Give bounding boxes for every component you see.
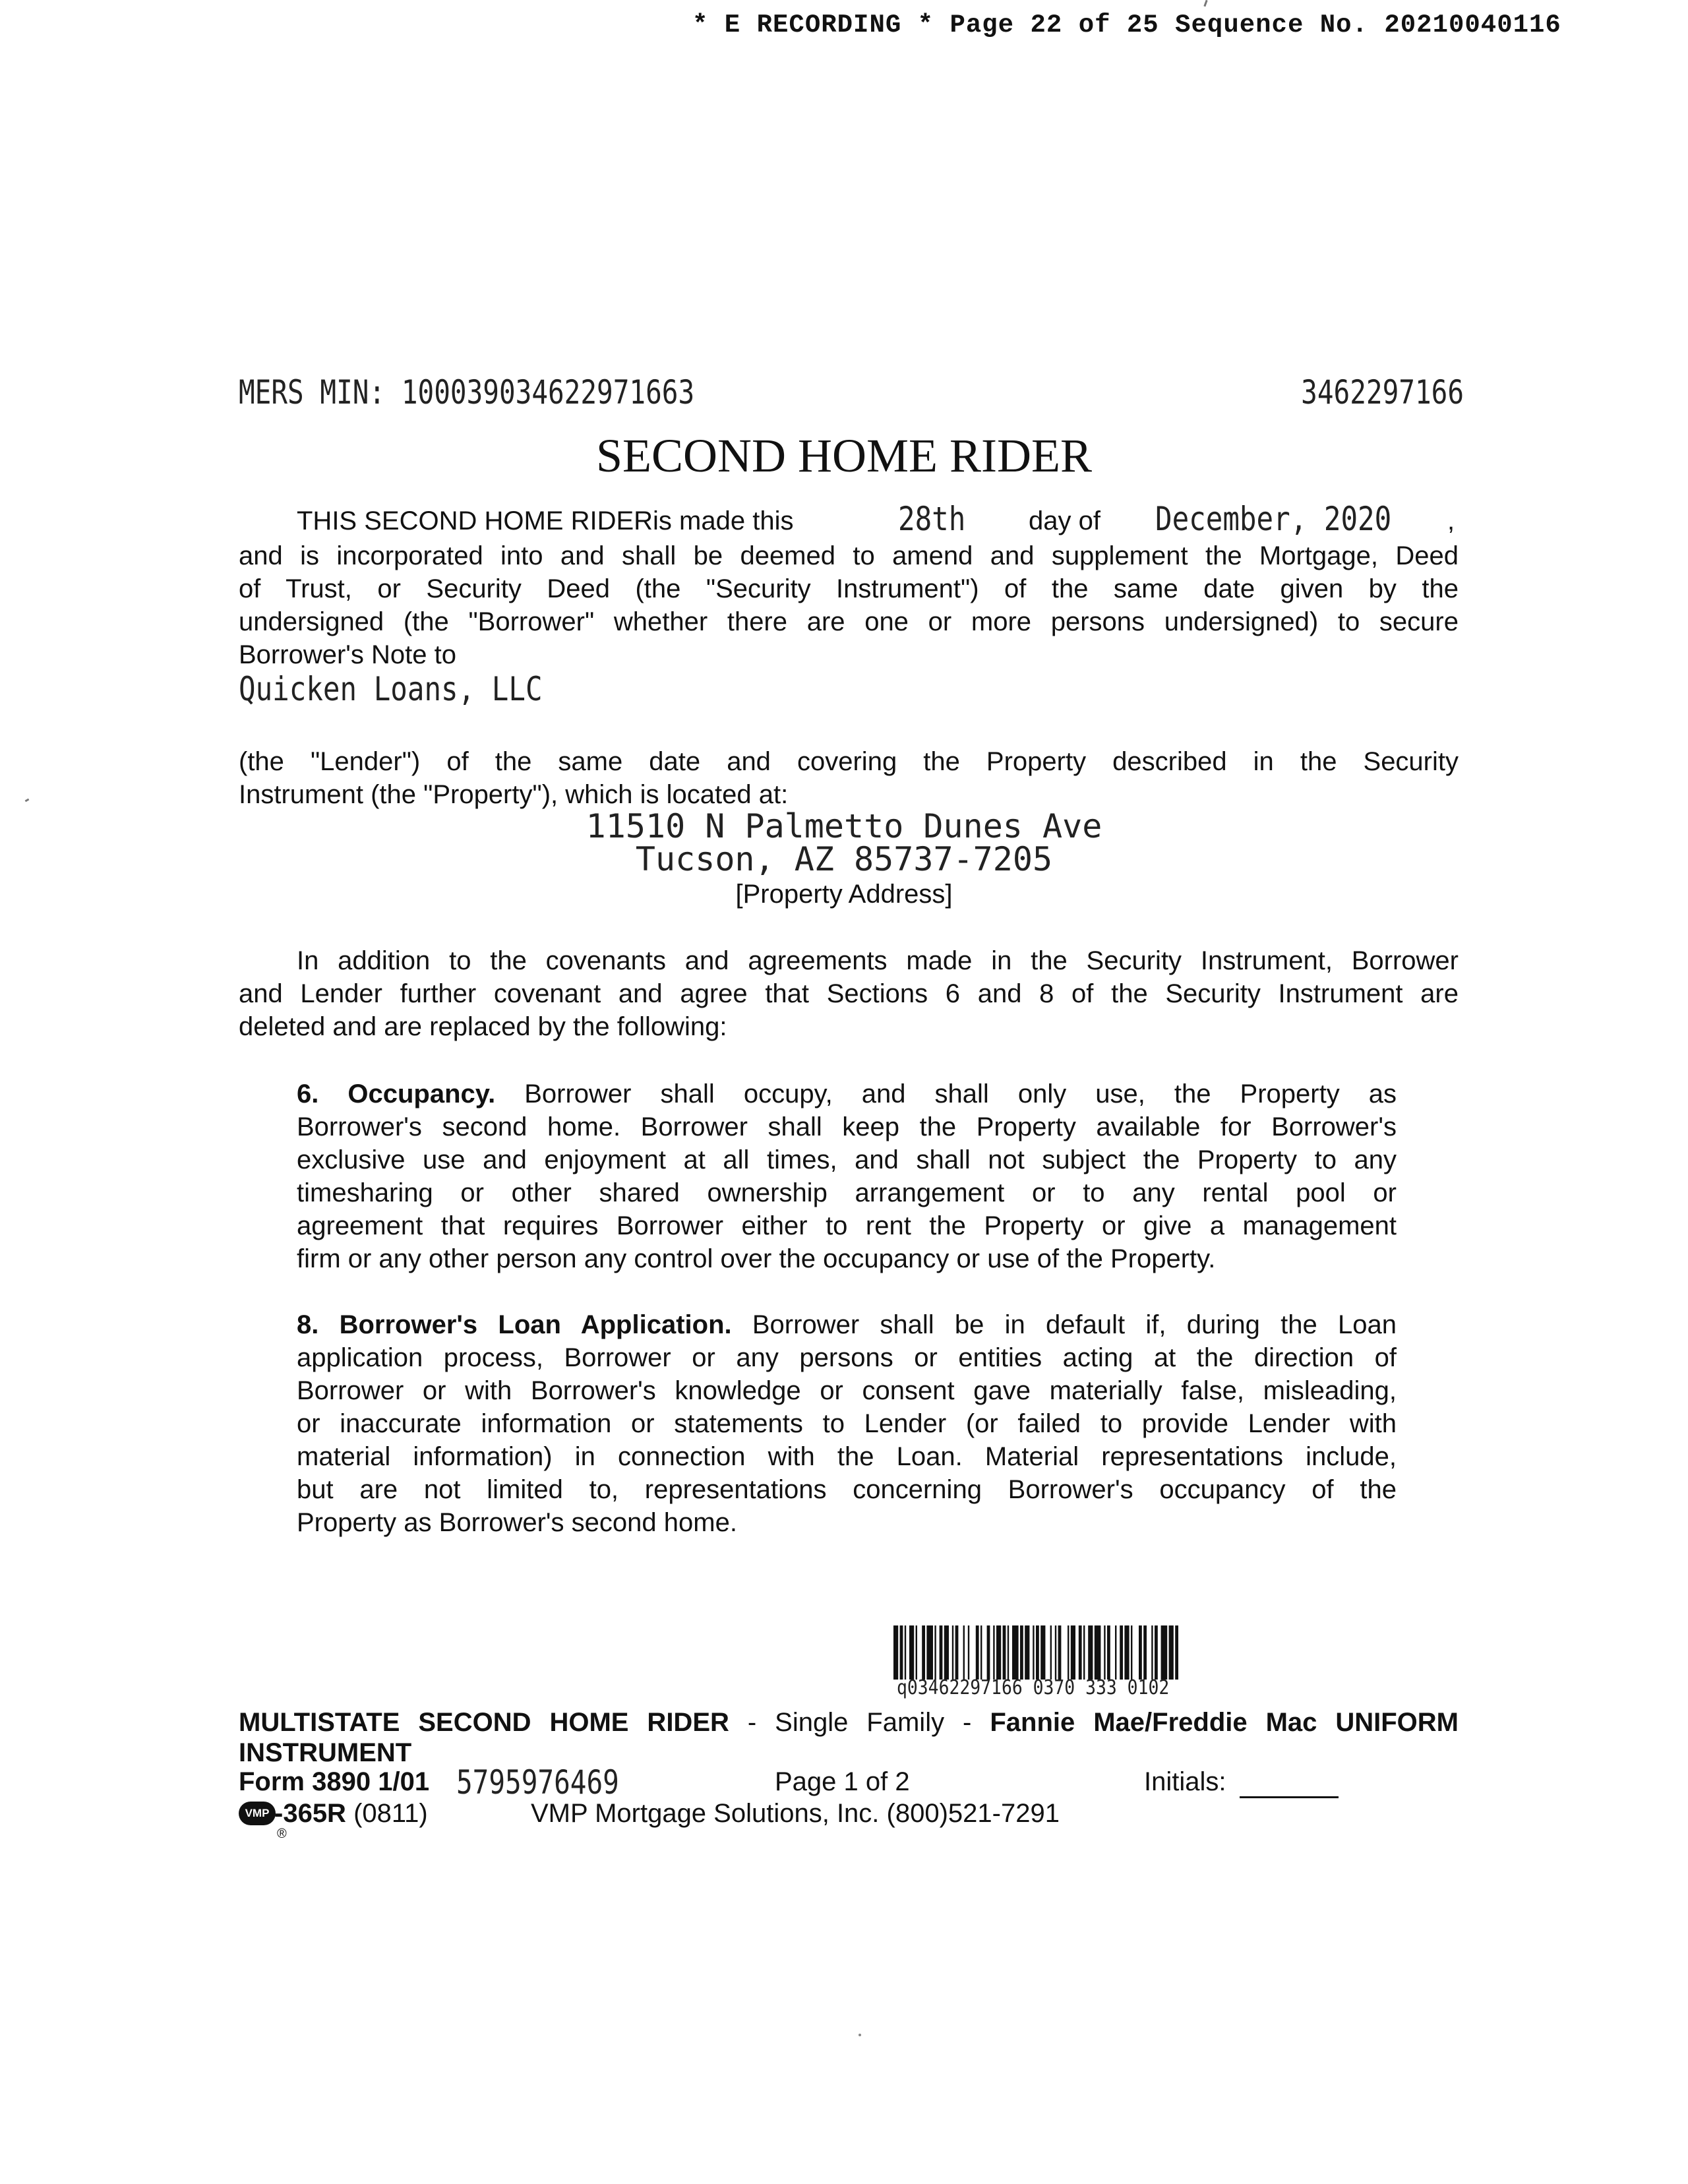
- barcode-bar: [1058, 1625, 1062, 1680]
- barcode-bar: [1008, 1625, 1009, 1680]
- barcode-bar: [955, 1625, 959, 1680]
- barcode-bar: [1025, 1625, 1029, 1680]
- section-8-loan-application: [297, 1308, 1397, 1539]
- barcode-bar: [1012, 1625, 1019, 1680]
- section-8-line: Borrower or with Borrower's knowledge or consent gave materially false, misleading,: [297, 1376, 1397, 1405]
- lender-line: Instrument (the "Property"), which is located at:: [239, 780, 789, 809]
- footer-form-title-cont: INSTRUMENT: [239, 1738, 412, 1767]
- barcode-bar: [926, 1625, 933, 1680]
- barcode-bar: [968, 1625, 969, 1680]
- barcode-bar: [1079, 1625, 1082, 1680]
- property-address-label: [Property Address]: [735, 880, 953, 909]
- lender-paragraph: [239, 745, 1459, 811]
- barcode-bar: [1033, 1625, 1034, 1680]
- barcode-bar: [1095, 1625, 1101, 1680]
- barcode-bar: [1083, 1625, 1085, 1680]
- section-8-first-text: Borrower shall be in default if, during the Loan: [731, 1310, 1397, 1339]
- property-address-line1: 11510 N Palmetto Dunes Ave: [586, 807, 1102, 845]
- barcode-bar: [900, 1625, 903, 1680]
- vmp-code-date: (0811): [346, 1799, 428, 1828]
- barcode-bar: [1151, 1625, 1153, 1680]
- barcode-bar: [1088, 1625, 1093, 1680]
- barcode-bar: [1050, 1625, 1052, 1680]
- rider-date: December, 2020: [1155, 500, 1392, 538]
- barcode-bar: [1071, 1625, 1075, 1680]
- barcode-bar: [922, 1625, 925, 1680]
- registered-mark: ®: [277, 1827, 287, 1841]
- barcode-bar: [1143, 1625, 1147, 1680]
- vmp-logo-icon: VMP: [239, 1802, 276, 1825]
- scan-speck: [859, 2034, 861, 2036]
- vmp-company: VMP Mortgage Solutions, Inc. (800)521-7291: [531, 1799, 1060, 1828]
- section-8-line: application process, Borrower or any persons or entities acting at the direction of: [297, 1343, 1397, 1372]
- barcode-bar: [940, 1625, 943, 1680]
- barcode-bar: [1139, 1625, 1142, 1680]
- barcode-image: [893, 1625, 1372, 1680]
- section-6-line: agreement that requires Borrower either to rent the Property or give a management: [297, 1211, 1397, 1240]
- covenant-first-line: [297, 944, 1459, 977]
- barcode-bar: [980, 1625, 982, 1680]
- intro-day-of: day of: [1029, 506, 1100, 535]
- section-8-first-line: [297, 1308, 1397, 1341]
- form-number: Form 3890 1/01: [239, 1767, 430, 1796]
- barcode-bar: [1107, 1625, 1110, 1680]
- intro-paragraph: [239, 539, 1459, 671]
- vmp-form-code: [274, 1799, 428, 1829]
- initials-signature-line: [1240, 1796, 1339, 1798]
- vmp-code-number: -365R: [274, 1799, 346, 1828]
- section-6-line: Borrower's second home. Borrower shall keep the Property available for Borrower's: [297, 1112, 1397, 1141]
- lender-line: (the "Lender") of the same date and covering the Property described in the Security: [239, 747, 1459, 776]
- mers-min: MERS MIN: 100039034622971663: [239, 373, 695, 411]
- scan-speck: [1203, 0, 1207, 7]
- barcode-bar: [1104, 1625, 1105, 1680]
- rider-day: 28th: [898, 500, 966, 538]
- barcode-bar: [996, 1625, 1001, 1680]
- lender-name: Quicken Loans, LLC: [239, 670, 543, 708]
- barcode-bar: [905, 1625, 906, 1680]
- barcode-bar: [1131, 1625, 1132, 1680]
- barcode-bar: [1175, 1625, 1178, 1680]
- barcode-bar: [1003, 1625, 1006, 1680]
- barcode-bar: [1040, 1625, 1045, 1680]
- covenant-line: deleted and are replaced by the following:: [239, 1012, 727, 1041]
- barcode-bar: [952, 1625, 953, 1680]
- section-8-heading: 8. Borrower's Loan Application.: [297, 1310, 732, 1339]
- covenant-line: and Lender further covenant and agree that Sections 6 and 8 of the Security Instrument are: [239, 979, 1459, 1008]
- page-title: SECOND HOME RIDER: [595, 429, 1093, 482]
- recording-header: * E RECORDING * Page 22 of 25 Sequence No. 20210040116: [692, 11, 1561, 40]
- barcode-bar: [1124, 1625, 1129, 1680]
- barcode-bar: [976, 1625, 979, 1680]
- barcode-bar: [1055, 1625, 1056, 1680]
- barcode-bar: [934, 1625, 936, 1680]
- footer-form-type: - Single Family -: [729, 1708, 990, 1737]
- barcode-bar: [993, 1625, 994, 1680]
- intro-comma: ,: [1447, 506, 1455, 535]
- section-6-line: firm or any other person any control over the occupancy or use of the Property.: [297, 1244, 1216, 1273]
- loan-number: 3462297166: [1301, 373, 1464, 411]
- footer-form-name: MULTISTATE SECOND HOME RIDER: [239, 1708, 729, 1737]
- intro-line: undersigned (the "Borrower" whether there are one or more persons undersigned) to secure: [239, 607, 1459, 636]
- barcode-bar: [987, 1625, 990, 1680]
- barcode-number: q03462297166 0370 333 0102: [897, 1676, 1170, 1699]
- intro-line: of Trust, or Security Deed (the "Security Instrument") of the same date given by the: [239, 574, 1459, 603]
- document-number: 5795976469: [456, 1763, 619, 1802]
- section-6-first-text: Borrower shall occupy, and shall only use, the Property as: [495, 1079, 1397, 1108]
- barcode-bar: [916, 1625, 917, 1680]
- covenant-line: In addition to the covenants and agreements made in the Security Instrument, Borrower: [297, 946, 1459, 975]
- covenant-paragraph: [239, 977, 1459, 1043]
- section-8-line: or inaccurate information or statements to Lender (or failed to provide Lender with: [297, 1409, 1397, 1438]
- barcode-bar: [1169, 1625, 1174, 1680]
- section-8-line: material information) in connection with the Loan. Material representations include,: [297, 1442, 1397, 1471]
- barcode-bar: [1161, 1625, 1168, 1680]
- section-8-line: but are not limited to, representations concerning Borrower's occupancy of the: [297, 1475, 1397, 1504]
- section-6-heading: 6. Occupancy.: [297, 1079, 496, 1108]
- intro-lead: THIS SECOND HOME RIDERis made this: [297, 506, 794, 535]
- barcode-bar: [944, 1625, 949, 1680]
- barcode-bar: [893, 1625, 898, 1680]
- barcode-bar: [1068, 1625, 1069, 1680]
- intro-line: Borrower's Note to: [239, 640, 456, 669]
- section-6-line: exclusive use and enjoyment at all times, and shall not subject the Property to any: [297, 1145, 1397, 1174]
- property-address-line2: Tucson, AZ 85737-7205: [635, 840, 1053, 878]
- section-6-line: timesharing or other shared ownership arrangement or to any rental pool or: [297, 1178, 1397, 1207]
- barcode-bar: [963, 1625, 965, 1680]
- section-6-first-line: [297, 1077, 1397, 1110]
- barcode-bar: [1115, 1625, 1116, 1680]
- section-6-occupancy: [297, 1077, 1397, 1275]
- footer-form-title: [239, 1708, 1459, 1738]
- scan-speck: [25, 799, 30, 803]
- page-number: Page 1 of 2: [775, 1767, 910, 1796]
- barcode-bar: [1020, 1625, 1023, 1680]
- footer-form-agency: Fannie Mae/Freddie Mac UNIFORM: [990, 1708, 1459, 1737]
- barcode-bar: [1120, 1625, 1123, 1680]
- barcode-bar: [1155, 1625, 1158, 1680]
- initials-label: Initials:: [1144, 1767, 1226, 1796]
- intro-line: and is incorporated into and shall be deemed to amend and supplement the Mortgage, Deed: [239, 541, 1459, 570]
- barcode-bar: [1036, 1625, 1039, 1680]
- barcode-bar: [909, 1625, 914, 1680]
- section-8-line: Property as Borrower's second home.: [297, 1508, 737, 1537]
